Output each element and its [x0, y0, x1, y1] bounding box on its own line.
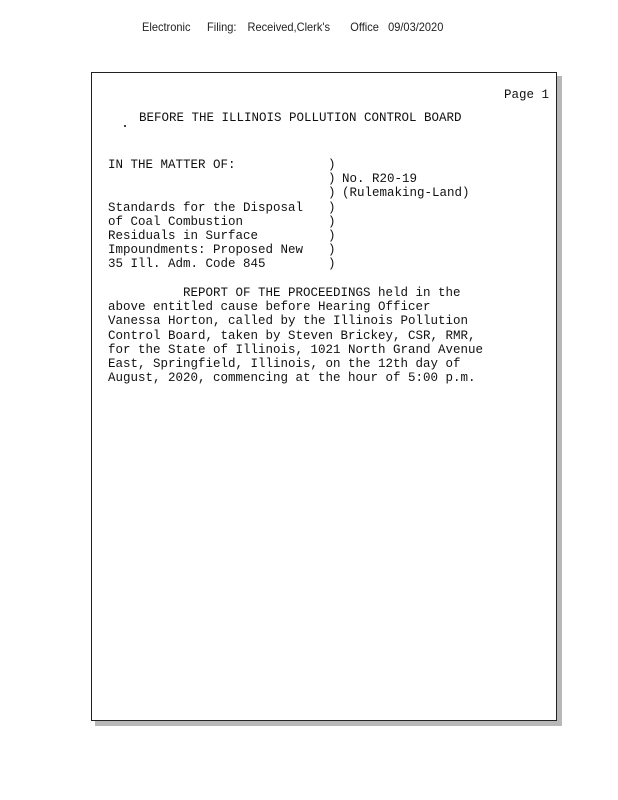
stamp-office: Office — [350, 20, 379, 34]
filing-stamp — [142, 20, 443, 34]
report-paragraph: REPORT OF THE PROCEEDINGS held in the above entitled cause before Hearing Officer Vanessa Horton, called by the Illinois Pollution Control Board, taken by Steven Brickey, CSR, RMR, for the State of Illinois, 1021 North Grand Avenue East, Springfield, Illinois, on the 12th day of August, 2020, commencing at the hour of 5:00 p.m. — [108, 286, 484, 386]
stamp-electronic: Electronic — [142, 20, 191, 34]
stamp-received: Received,Clerk's — [247, 20, 331, 34]
stamp-date: 09/03/2020 — [388, 20, 444, 34]
case-number: No. R20-19 (Rulemaking-Land) — [342, 172, 470, 201]
board-heading: BEFORE THE ILLINOIS POLLUTION CONTROL BOARD — [139, 111, 462, 125]
transcript-page — [91, 72, 557, 721]
stamp-filing: Filing: — [207, 20, 237, 34]
case-caption-brackets: ) ) ) ) ) ) ) ) — [328, 158, 336, 272]
page-number: Page 1 — [504, 88, 550, 102]
case-caption-title: IN THE MATTER OF: Standards for the Disposal of Coal Combustion Residuals in Surface Impoundments: Proposed New 35 Ill. Adm. Code 845 — [108, 158, 304, 272]
scan-speck — [124, 125, 126, 127]
